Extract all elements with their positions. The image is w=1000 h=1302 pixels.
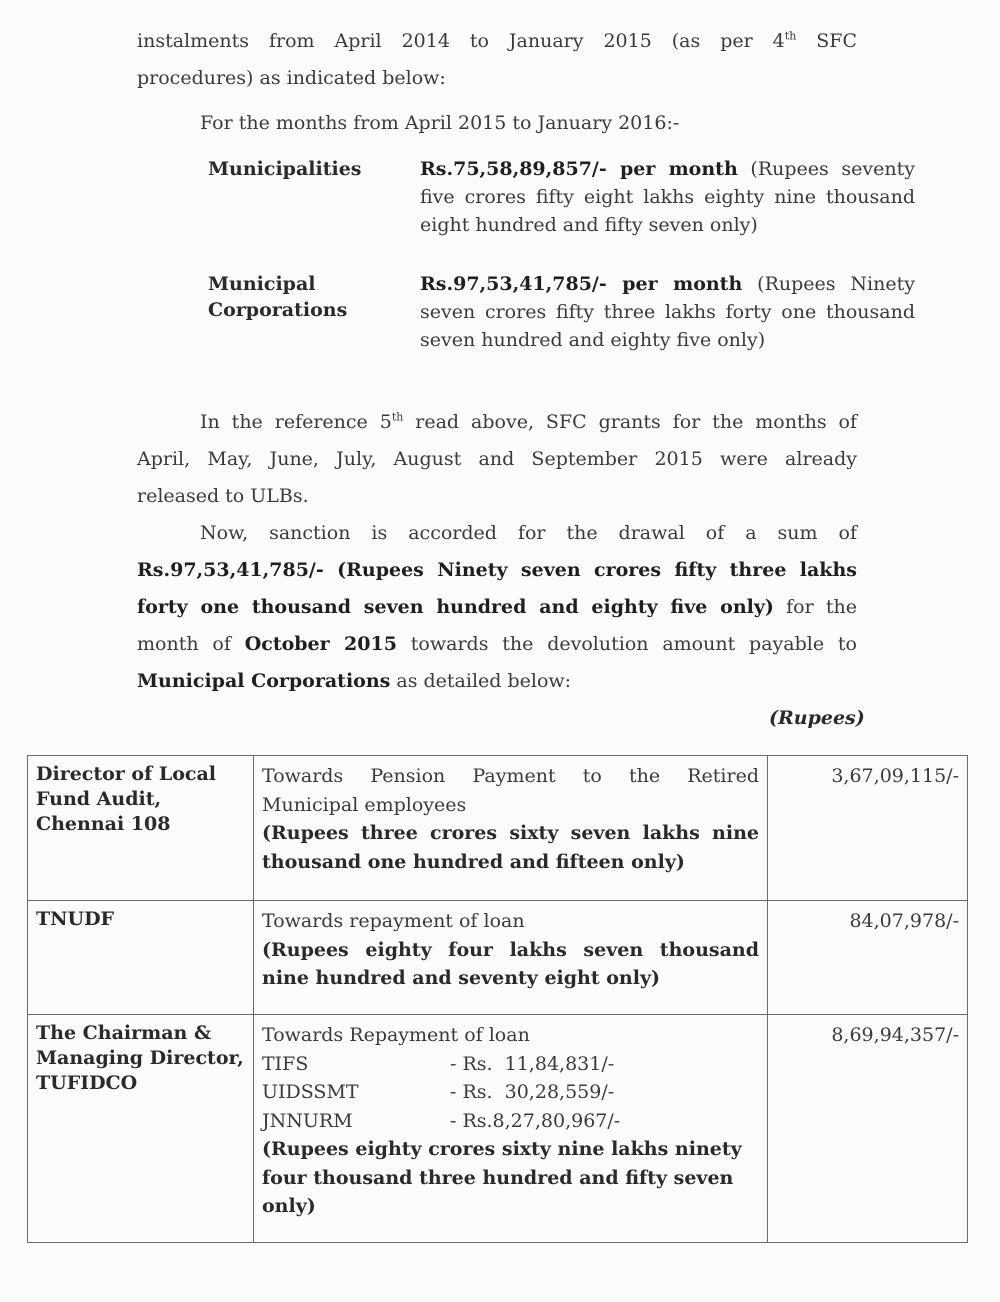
rate-value-municipalities: Rs.75,58,89,857/- per month (Rupees seventy five crores fifty eight lakhs eighty nine thousand eight hundred and fifty seven only) — [420, 158, 915, 236]
reference-paragraph: In the reference 5th read above, SFC grants for the months of April, May, June, July, August and September 2015 were already released to ULBs. — [137, 410, 858, 507]
payee-cell: TNUDF — [28, 901, 254, 1015]
rate-amount: Rs.97,53,41,785/- per month — [420, 273, 743, 295]
purpose-cell: Towards Repayment of loan TIFS - Rs. 11,84,831/- UIDSSMT - Rs. 30,28,559/- JNNURM - Rs.8,27,80,967/- (Rupees eighty crores sixty nine lakhs ninety four thousand three hundred and fifty seven only) — [254, 1015, 768, 1243]
intro-line-1: instalments from April 2014 to January 2015 (as per 4th SFC — [137, 29, 857, 52]
loan-line: TIFS - Rs. 11,84,831/- — [262, 1052, 615, 1075]
intro-paragraph — [137, 23, 857, 97]
payee-cell: Director of Local Fund Audit, Chennai 108 — [28, 756, 254, 901]
rate-value-corporations: Rs.97,53,41,785/- per month (Rupees Ninety seven crores fifty three lakhs forty one thousand seven hundred and eighty five only) — [420, 273, 915, 351]
rupees-label: (Rupees) — [769, 707, 865, 729]
intro-line-2: procedures) as indicated below: — [137, 67, 446, 89]
purpose-cell: Towards Pension Payment to the Retired Municipal employees (Rupees three crores sixty seven lakhs nine thousand one hundred and fifteen only) — [254, 756, 768, 901]
table-row — [28, 1015, 968, 1243]
amount-cell: 3,67,09,115/- — [768, 756, 968, 901]
rate-amount: Rs.75,58,89,857/- per month — [420, 158, 738, 180]
sanction-paragraph: Now, sanction is accorded for the drawal of a sum of Rs.97,53,41,785/- (Rupees Ninety seven crores fifty three lakhs forty one thousand seven hundred and eighty five only) for the month of October 2015 towards the devolution amount payable to Municipal Corporations as detailed below: — [137, 522, 858, 692]
purpose-cell: Towards repayment of loan (Rupees eighty four lakhs seven thousand nine hundred and seventy eight only) — [254, 901, 768, 1015]
table-row — [28, 901, 968, 1015]
amount-cell: 84,07,978/- — [768, 901, 968, 1015]
payee-cell: The Chairman & Managing Director, TUFIDCO — [28, 1015, 254, 1243]
rate-label-corporations: Municipal Corporations — [208, 273, 348, 321]
devolution-table — [27, 755, 968, 1243]
loan-line: UIDSSMT - Rs. 30,28,559/- — [262, 1081, 615, 1103]
months-heading: For the months from April 2015 to January 2016:- — [200, 112, 680, 134]
table-row — [28, 756, 968, 901]
amount-cell: 8,69,94,357/- — [768, 1015, 968, 1243]
loan-line: JNNURM - Rs.8,27,80,967/- — [262, 1109, 621, 1132]
rate-label-municipalities: Municipalities — [208, 158, 362, 180]
